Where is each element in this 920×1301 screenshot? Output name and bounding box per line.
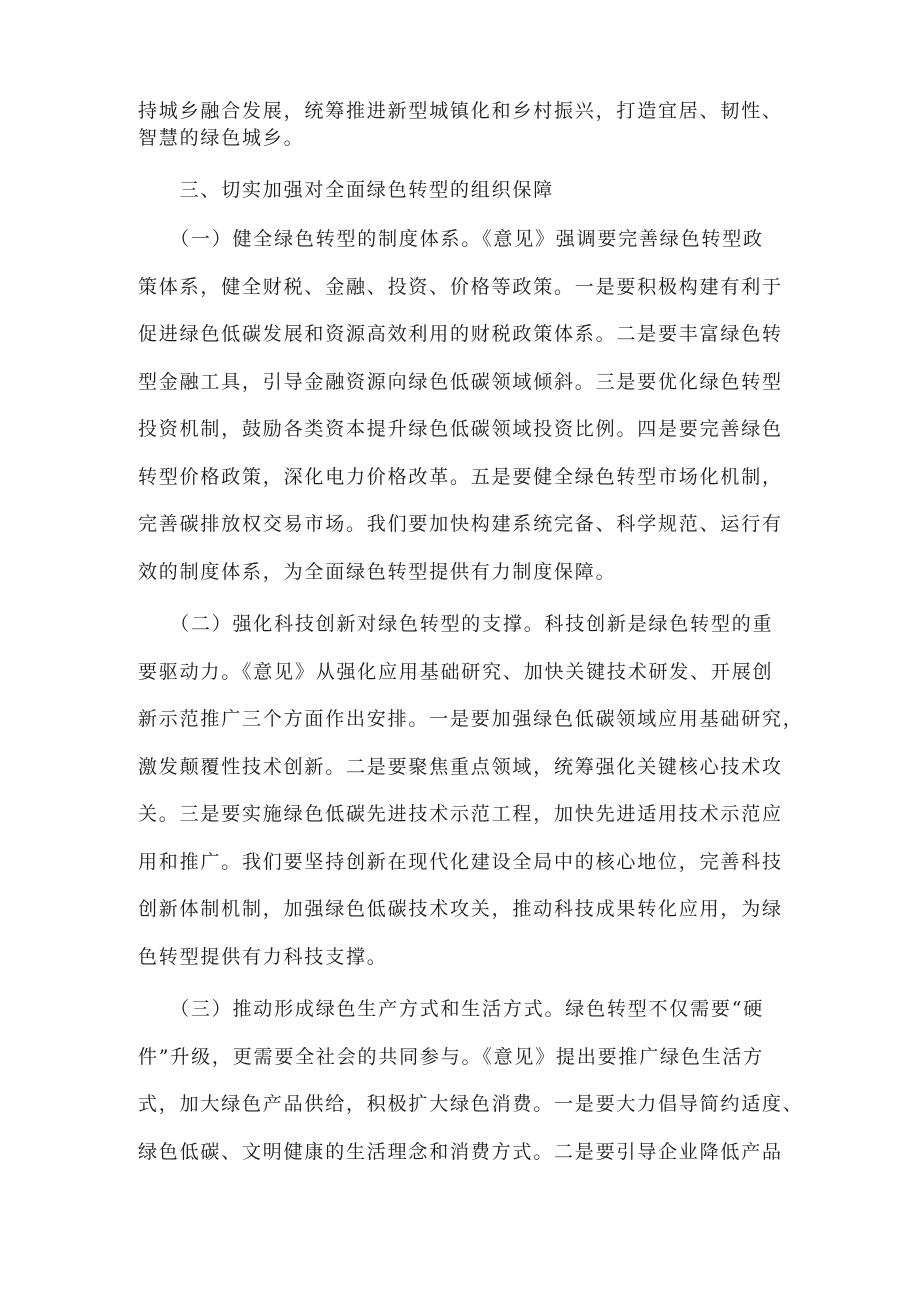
text-line: 式，加大绿色产品供给，积极扩大绿色消费。一是要大力倡导简约适度、 [138, 1093, 804, 1115]
text-line: 完善碳排放权交易市场。我们要加快构建系统完备、科学规范、运行有 [138, 513, 783, 535]
text-line: 促进绿色低碳发展和资源高效利用的财税政策体系。二是要丰富绿色转 [138, 323, 783, 345]
text-line: 要驱动力。《意见》从强化应用基础研究、加快关键技术研发、开展创 [138, 660, 774, 683]
paragraph-1 [138, 216, 783, 596]
text-line: 激发颠覆性技术创新。二是要聚焦重点领域，统筹强化关键核心技术攻 [138, 755, 783, 778]
text-line: （二）强化科技创新对绿色转型的支撑。科技创新是绿色转型的重 [138, 613, 774, 635]
text-line: 转型价格政策，深化电力价格改革。五是要健全绿色转型市场化机制， [138, 465, 783, 488]
text-line: 件”升级，更需要全社会的共同参与。《意见》提出要推广绿色生活方 [138, 1045, 765, 1068]
text-line: 持城乡融合发展，统筹推进新型城镇化和乡村振兴，打造宜居、韧性、 [138, 100, 783, 122]
text-line: 新示范推广三个方面作出安排。一是要加强绿色低碳领域应用基础研究， [138, 708, 804, 730]
text-line: 绿色低碳、文明健康的生活理念和消费方式。二是要引导企业降低产品 [138, 1140, 783, 1163]
paragraph-2 [138, 601, 804, 981]
intro-paragraph [138, 98, 783, 152]
text-line: 投资机制，鼓励各类资本提升绿色低碳领域投资比例。四是要完善绿色 [138, 418, 783, 440]
text-line: 关。三是要实施绿色低碳先进技术示范工程，加快先进适用技术示范应 [138, 803, 783, 825]
text-line: 智慧的绿色城乡。 [138, 127, 305, 149]
section-heading: 三、切实加强对全面绿色转型的组织保障 [138, 179, 555, 201]
text-line: 用和推广。我们要坚持创新在现代化建设全局中的核心地位，完善科技 [138, 850, 783, 873]
text-line: 效的制度体系，为全面绿色转型提供有力制度保障。 [138, 560, 617, 583]
text-line: 色转型提供有力科技支撑。 [138, 945, 388, 968]
text-line: （一）健全绿色转型的制度体系。《意见》强调要完善绿色转型政 [138, 228, 764, 250]
paragraph-3 [138, 986, 804, 1176]
document-body [138, 98, 804, 1176]
text-line: （三）推动形成绿色生产方式和生活方式。绿色转型不仅需要“硬 [138, 998, 765, 1020]
text-line: 策体系，健全财税、金融、投资、价格等政策。一是要积极构建有利于 [138, 275, 783, 298]
text-line: 型金融工具，引导金融资源向绿色低碳领域倾斜。三是要优化绿色转型 [138, 370, 783, 393]
text-line: 创新体制机制，加强绿色低碳技术攻关，推动科技成果转化应用，为绿 [138, 898, 783, 920]
